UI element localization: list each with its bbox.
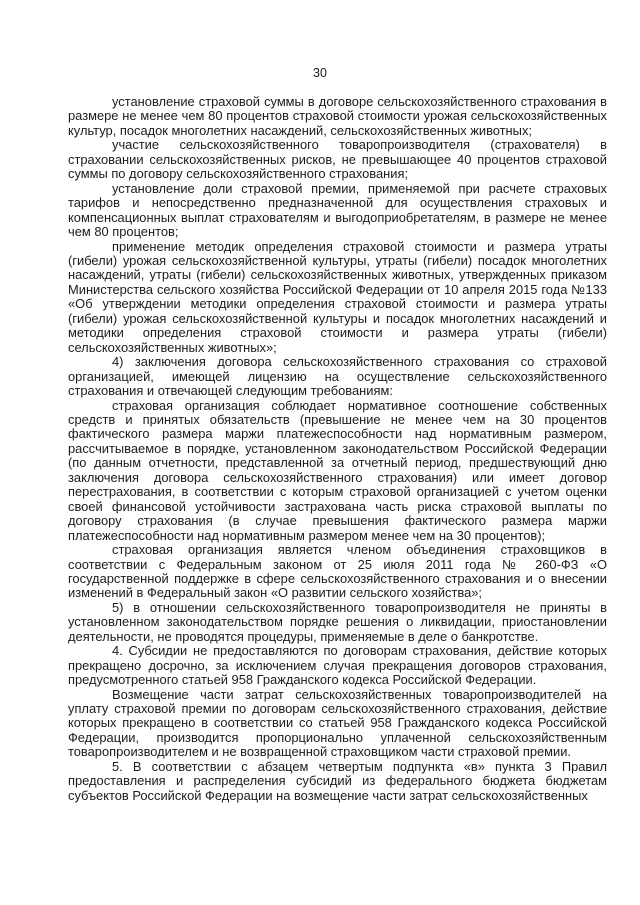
paragraph-item-4-contract: 4) заключения договора сельскохозяйственного страхования со страховой организацией, имеющей лицензию на осуществление сельскохозяйственного страхования и отвечающей следующим требованиям: (68, 354, 607, 399)
paragraph-item-5-liquidation: 5) в отношении сельскохозяйственного товаропроизводителя не приняты в установленном законодательством порядке решения о ликвидации, приостановлении деятельности, не проводятся процедуры, применяемые в деле о банкротстве. (68, 599, 607, 644)
paragraph-producer-participation: участие сельскохозяйственного товаропроизводителя (страхователя) в страховании сельскохозяйственных рисков, не превышающее 40 процентов страховой суммы по договору сельскохозяйственного страхования; (68, 137, 607, 182)
paragraph-solvency-ratio: страховая организация соблюдает нормативное соотношение собственных средств и принятых обязательств (превышение не менее чем на 30 процентов фактического размера маржи платежеспособности над нормативным размером, рассчитываемое в порядке, установленном законодательством Российской Федерации (по данным отчетности, представленной за отчетный период, предшествующий дню заключения договора сельскохозяйственного страхования) или имеет договор перестрахования, в соответствии с которым страховой организацией с учетом оценки своей финансовой устойчивости застрахована часть риска страховой выплаты по договору страхования (в случае превышения фактического размера маржи платежеспособности над нормативным размером менее чем на 30 процентов); (68, 397, 607, 543)
paragraph-insured-sum: установление страховой суммы в договоре сельскохозяйственного страхования в размере не менее чем 80 процентов страховой стоимости урожая сельскохозяйственных культур, посадок многолетних насаждений, сельскохозяйственных животных; (68, 94, 607, 138)
paragraph-insurers-association: страховая организация является членом объединения страховщиков в соответствии с Федеральным законом от 25 июля 2011 года № 260-ФЗ «О государственной поддержке в сфере сельскохозяйственного страхования и о внесении изменений в Федеральный закон «О развитии сельского хозяйства»; (68, 542, 607, 601)
paragraph-compensation: Возмещение части затрат сельскохозяйственных товаропроизводителей на уплату страховой премии по договорам сельскохозяйственного страхования, действие которых прекращено в соответствии со статьей 958 Гражданского кодекса Российской Федерации, производится пропорционально уплаченной сельскохозяйственным товаропроизводителем и не возвращенной страховщиком части страховой премии. (68, 686, 607, 760)
paragraph-valuation-methods: применение методик определения страховой стоимости и размера утраты (гибели) урожая сельскохозяйственной культуры, утраты (гибели) посадок многолетних насаждений, утраты (гибели) сельскохозяйственных животных, утвержденных приказом Министерства сельского хозяйства Российской Федерации от 10 апреля 2015 года №133 «Об утверждении методики определения страховой стоимости и размера утраты (гибели) урожая сельскохозяйственной культуры и посадок многолетних насаждений и методики определения страховой стоимости и размера утраты (гибели) сельскохозяйственных животных»; (68, 238, 607, 355)
paragraph-section-4-subsidies: 4. Субсидии не предоставляются по договорам страхования, действие которых прекращено досрочно, за исключением случая прекращения договоров страхования, предусмотренного статьей 958 Гражданского кодекса Российской Федерации. (68, 643, 607, 688)
document-body (68, 95, 607, 803)
page-number: 30 (313, 66, 327, 80)
paragraph-section-5: 5. В соответствии с абзацем четвертым подпункта «в» пункта 3 Правил предоставления и распределения субсидий из федерального бюджета бюджетам субъектов Российской Федерации на возмещение части затрат сельскохозяйственных (68, 758, 607, 803)
paragraph-premium-share: установление доли страховой премии, применяемой при расчете страховых тарифов и непосредственно предназначенной для осуществления страховых и компенсационных выплат страхователям и выгодоприобретателям, в размере не менее чем 80 процентов; (68, 180, 607, 240)
